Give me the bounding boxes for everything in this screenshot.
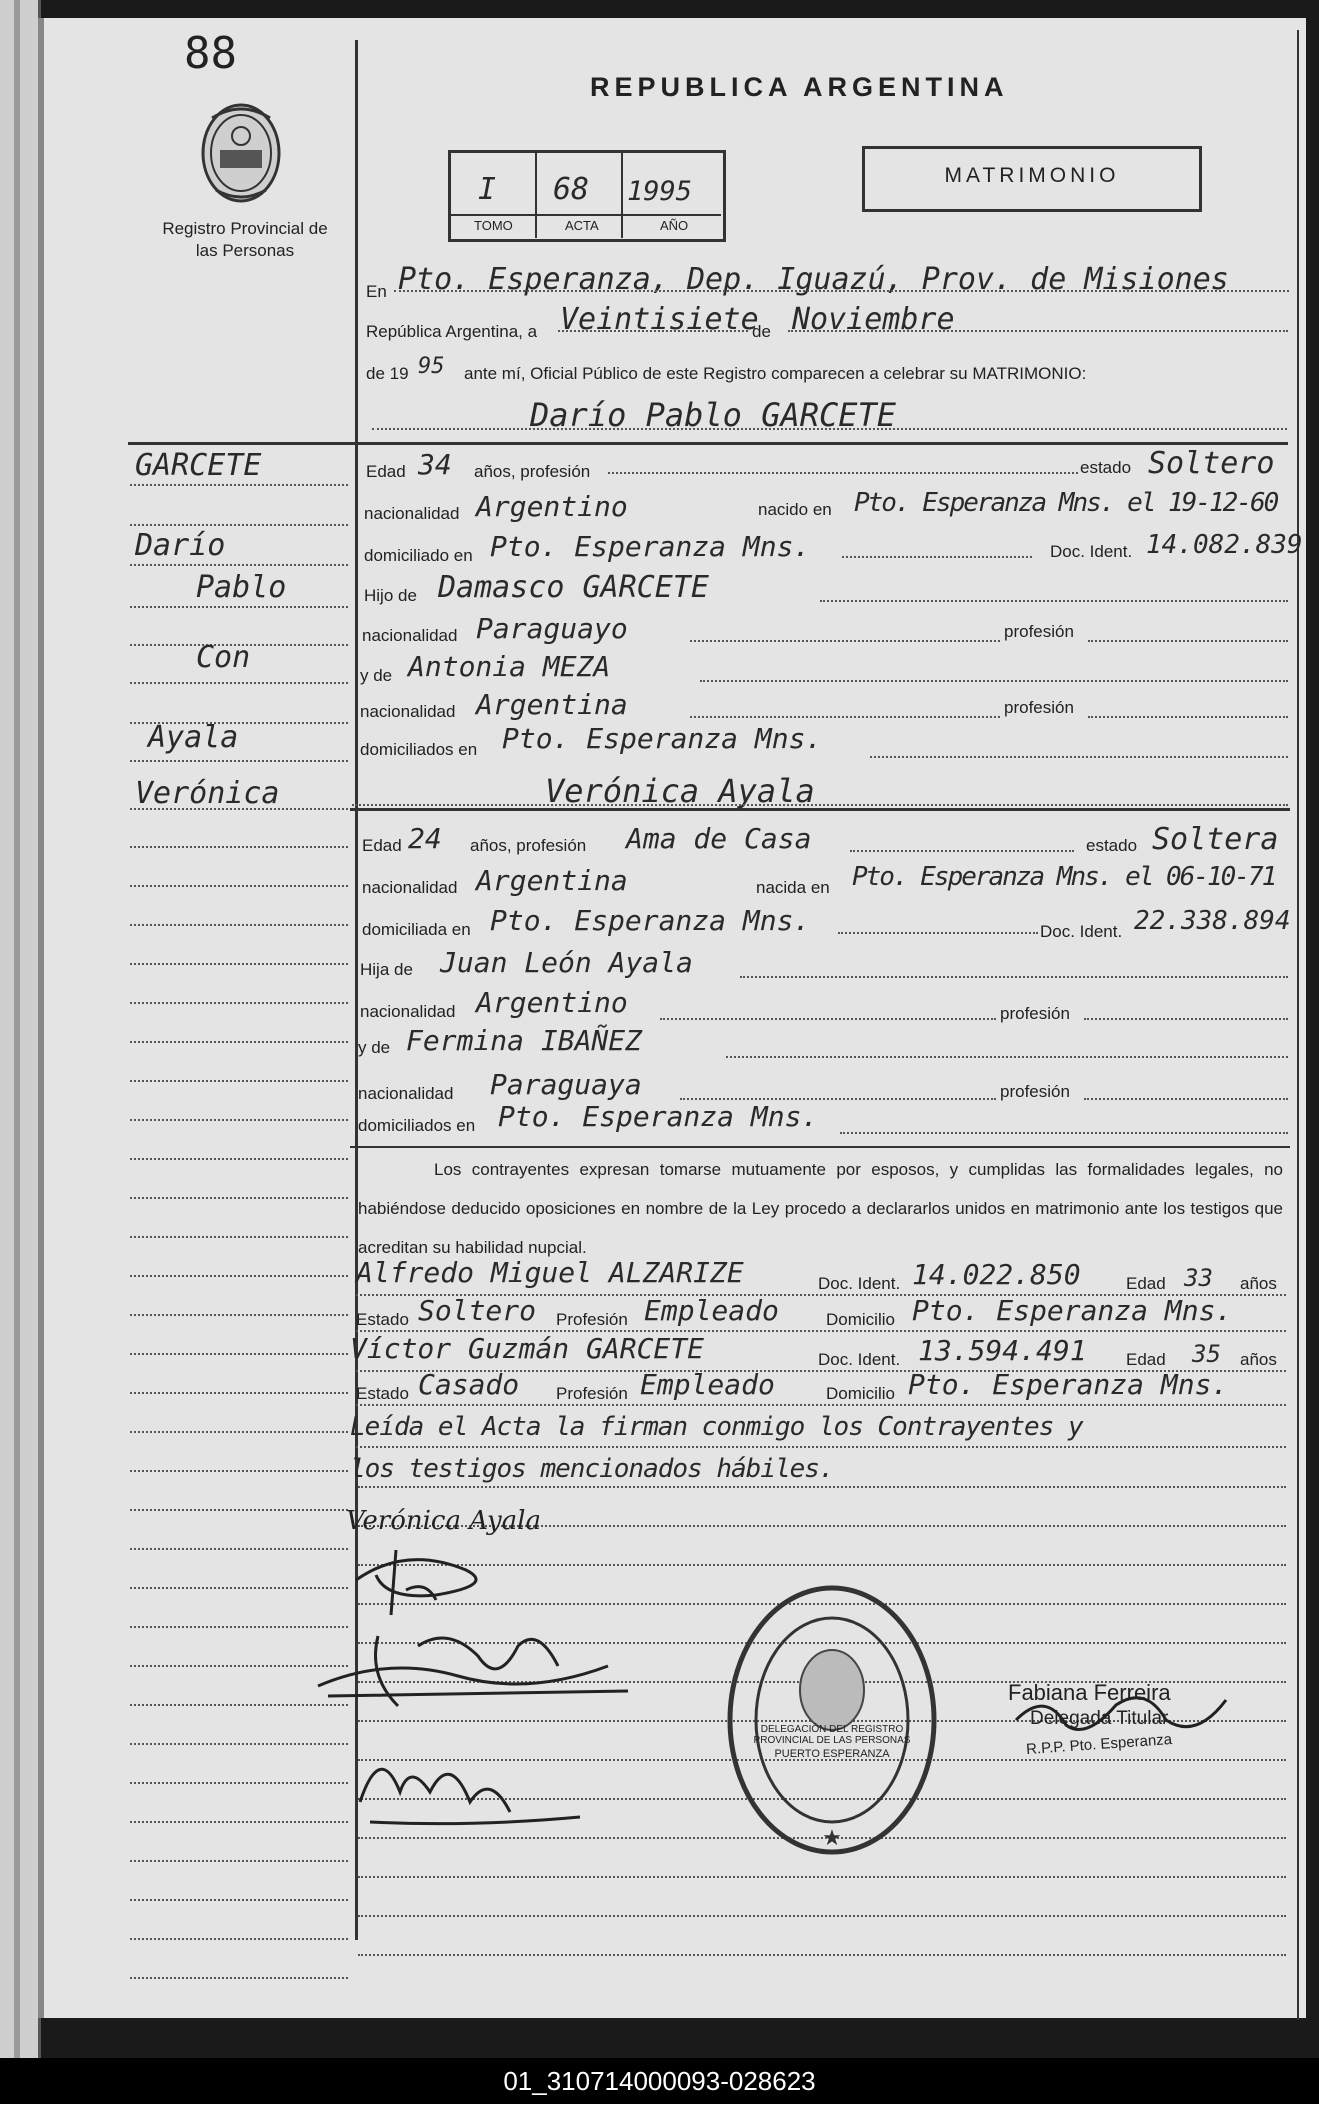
signature-witness1 [350, 1732, 590, 1837]
bride-estado: Soltera [1152, 822, 1279, 857]
republica-label: República Argentina, a [366, 322, 538, 341]
year-suffix: 95 [418, 354, 445, 379]
tomo-label: TOMO [474, 218, 513, 233]
fill-line [690, 640, 1000, 642]
bride-mother-prof-label: profesión [1000, 1082, 1070, 1101]
fill-line [1088, 640, 1288, 642]
fill-line [788, 330, 1288, 332]
witness2-estado: Casado [418, 1368, 520, 1401]
witness1-doc-label: Doc. Ident. [818, 1274, 901, 1293]
margin-line [130, 1977, 348, 1979]
registry-name: Registro Provincial de las Personas [162, 219, 328, 260]
svg-text:★: ★ [822, 1825, 842, 1850]
fill-line [358, 1954, 1286, 1956]
margin-line [130, 1041, 348, 1043]
margin-line [130, 1275, 348, 1277]
acta-label: ACTA [565, 218, 599, 233]
groom-doc-label: Doc. Ident. [1050, 542, 1133, 561]
margin-line [130, 885, 348, 887]
bride-age: 24 [408, 822, 442, 855]
bride-father: Juan León Ayala [440, 946, 693, 979]
acta-value: 68 [553, 172, 590, 207]
anio-value: 1995 [627, 176, 693, 207]
fill-line [726, 1056, 1288, 1058]
fill-line [820, 600, 1288, 602]
margin-line [130, 846, 348, 848]
fill-line [394, 290, 1289, 292]
fill-line [358, 1876, 1286, 1878]
bride-hija-label: Hija de [360, 960, 413, 979]
bride-nac-label: nacionalidad [362, 878, 458, 897]
groom-nationality: Argentino [476, 490, 628, 523]
witness2-estado-label: Estado [356, 1384, 409, 1403]
witness2-prof-label: Profesión [556, 1384, 628, 1403]
day-value: Veintisiete [560, 302, 759, 337]
book-binding [0, 0, 41, 2060]
witness2-age: 35 [1192, 1340, 1221, 1368]
year-prefix: de 19 [366, 364, 409, 383]
witness1-dom-label: Domicilio [826, 1310, 895, 1329]
declaration-text: Los contrayentes expresan tomarse mutuamente por esposos, y cumplidas las formalidades legales, no habiéndose deducido oposiciones en nombre de la Ley procedo a declararlos unidos en matrimonio ante los testigos que acreditan su habilidad nupcial. [358, 1160, 1283, 1257]
margin-line [130, 1353, 348, 1355]
witness1-estado: Soltero [418, 1294, 537, 1327]
groom-dom-label: domiciliado en [364, 546, 473, 565]
groom-estado-label: estado [1080, 458, 1132, 477]
witness2-dom-label: Domicilio [826, 1384, 895, 1403]
bride-nationality: Argentina [476, 864, 628, 897]
margin-line [130, 1860, 348, 1862]
witness2-anos: años [1240, 1350, 1277, 1369]
coat-of-arms-icon [198, 98, 284, 213]
signature-bride: Verónica Ayala [346, 1506, 541, 1536]
groom-father: Damasco GARCETE [438, 570, 709, 605]
fill-line [558, 330, 748, 332]
fill-line [690, 716, 1000, 718]
de-label: de [752, 322, 771, 341]
groom-nacido-label: nacido en [758, 500, 832, 519]
tomo-value: I [478, 172, 497, 207]
fill-line [700, 680, 1288, 682]
fill-line [840, 1132, 1288, 1134]
bride-doc: 22.338.894 [1134, 906, 1291, 936]
fill-line [870, 756, 1288, 758]
country-title: REPUBLICA ARGENTINA [590, 72, 1009, 102]
fill-line [358, 1486, 1286, 1488]
official-office: R.P.P. Pto. Esperanza [1025, 1730, 1173, 1759]
record-box-divider [621, 152, 623, 238]
fill-line [372, 428, 1287, 430]
bride-profesion-label: años, profesión [470, 836, 587, 855]
stamp-text: DELEGACIÓN DEL REGISTRO PROVINCIAL DE LAS PERSONAS [753, 1724, 911, 1746]
margin-line [130, 1119, 348, 1121]
witness2-edad-label: Edad [1126, 1350, 1166, 1369]
witness2-profession: Empleado [640, 1368, 775, 1401]
fill-line [1084, 1018, 1288, 1020]
groom-hijo-label: Hijo de [364, 586, 417, 605]
witness1-estado-label: Estado [356, 1310, 409, 1329]
margin-line [130, 682, 348, 684]
section-divider-groom-bride [350, 808, 1290, 811]
page-number: 88 [184, 28, 237, 79]
witness1-domicile: Pto. Esperanza Mns. [912, 1294, 1233, 1327]
margin-line [130, 606, 348, 608]
month-value: Noviembre [792, 302, 955, 337]
bride-dom-label: domiciliada en [362, 920, 471, 939]
fill-line [838, 932, 1038, 934]
fill-line [352, 804, 1288, 806]
official-name: Fabiana Ferreira [1008, 1680, 1171, 1705]
groom-nac-label: nacionalidad [364, 504, 460, 523]
official-title: Delegada Titular [1030, 1708, 1169, 1729]
record-box-divider [535, 152, 537, 238]
groom-age: 34 [418, 448, 452, 481]
margin-line [130, 1509, 348, 1511]
groom-estado: Soltero [1148, 446, 1275, 481]
fill-line [608, 472, 1078, 474]
margin-line [130, 1548, 348, 1550]
margin-line [130, 1431, 348, 1433]
signature-groom [346, 1540, 506, 1625]
fill-line [356, 1446, 1286, 1448]
groom-profesion-label: años, profesión [474, 462, 591, 481]
margin-groom-name2: Pablo [196, 570, 287, 605]
bride-nacida-label: nacida en [756, 878, 830, 897]
margin-bride-surname: Ayala [148, 720, 239, 755]
groom-father-prof-label: profesión [1004, 622, 1074, 641]
witness2-domicile: Pto. Esperanza Mns. [908, 1368, 1229, 1401]
witness2-doc-label: Doc. Ident. [818, 1350, 901, 1369]
margin-line [130, 1743, 348, 1745]
margin-line [130, 1314, 348, 1316]
margin-line [130, 1197, 348, 1199]
witness1-edad-label: Edad [1126, 1274, 1166, 1293]
bride-edad-label: Edad [362, 836, 402, 855]
bride-estado-label: estado [1086, 836, 1138, 855]
fill-line [356, 1404, 1286, 1406]
groom-birth: Pto. Esperanza Mns. el 19-12-60 [854, 488, 1278, 518]
place-value: Pto. Esperanza, Dep. Iguazú, Prov. de Misiones [398, 262, 1229, 297]
groom-mother-nat-label: nacionalidad [360, 702, 456, 721]
margin-line [130, 1587, 348, 1589]
section-divider-top [128, 442, 1288, 445]
margin-groom-surname: GARCETE [135, 448, 262, 483]
groom-domicile: Pto. Esperanza Mns. [490, 530, 811, 563]
margin-line [130, 1392, 348, 1394]
margin-line [130, 1470, 348, 1472]
bride-father-nat-label: nacionalidad [360, 1002, 456, 1021]
margin-line [130, 1002, 348, 1004]
official-stamp-icon [722, 1580, 942, 1865]
bride-father-nat: Argentino [476, 986, 628, 1019]
bride-mother-nat-label: nacionalidad [358, 1084, 454, 1103]
witness1-anos: años [1240, 1274, 1277, 1293]
margin-line [130, 760, 348, 762]
margin-con: Con [196, 640, 251, 675]
witness1-name: Alfredo Miguel ALZARIZE [356, 1256, 744, 1289]
margin-line [130, 1821, 348, 1823]
groom-mother: Antonia MEZA [408, 650, 611, 683]
fill-line [842, 556, 1032, 558]
bride-full-name: Verónica Ayala [545, 772, 815, 810]
margin-line [130, 1158, 348, 1160]
margin-line [130, 963, 348, 965]
fill-line [850, 850, 1074, 852]
margin-line [130, 1080, 348, 1082]
margin-line [130, 1236, 348, 1238]
bride-birth: Pto. Esperanza Mns. el 06-10-71 [852, 862, 1276, 892]
anio-label: AÑO [660, 218, 689, 233]
groom-full-name: Darío Pablo GARCETE [530, 396, 897, 434]
bride-doms-label: domiciliados en [358, 1116, 476, 1135]
margin-groom-name1: Darío [135, 528, 226, 563]
groom-doms-label: domiciliados en [360, 740, 478, 759]
groom-father-nat-label: nacionalidad [362, 626, 458, 645]
margin-line [130, 1899, 348, 1901]
bride-yde-label: y de [358, 1038, 391, 1057]
bride-mother-nat: Paraguaya [490, 1068, 642, 1101]
margin-line [130, 924, 348, 926]
groom-father-nat: Paraguayo [476, 612, 628, 645]
margin-line [130, 808, 348, 810]
en-label: En [366, 282, 387, 301]
bride-domicile: Pto. Esperanza Mns. [490, 904, 811, 937]
margin-bride-name: Verónica [135, 776, 280, 811]
fill-line [358, 1915, 1286, 1917]
record-box-divider [451, 214, 721, 216]
margin-line [130, 484, 348, 486]
stamp-place: PUERTO ESPERANZA [774, 1748, 890, 1760]
right-border [1297, 30, 1299, 2020]
margin-line [130, 1782, 348, 1784]
groom-doc: 14.082.839 [1146, 530, 1303, 560]
witness1-prof-label: Profesión [556, 1310, 628, 1329]
image-id: 01_310714000093-028623 [0, 2058, 1319, 2104]
bride-father-prof-label: profesión [1000, 1004, 1070, 1023]
statement: ante mí, Oficial Público de este Registro comparecen a celebrar su MATRIMONIO: [464, 364, 1087, 383]
fill-line [660, 1018, 996, 1020]
groom-mother-nat: Argentina [476, 688, 628, 721]
signature-witness2 [308, 1616, 648, 1731]
witness2-doc: 13.594.491 [918, 1334, 1087, 1367]
record-type: MATRIMONIO [944, 164, 1120, 187]
fill-line [1088, 716, 1288, 718]
fill-line [740, 976, 1288, 978]
witness1-age: 33 [1184, 1264, 1213, 1292]
bride-mother: Fermina IBAÑEZ [406, 1024, 643, 1057]
groom-yde-label: y de [360, 666, 393, 685]
closing-line-1: Leída el Acta la firman conmigo los Contrayentes y [350, 1412, 1083, 1442]
witness1-doc: 14.022.850 [912, 1258, 1081, 1291]
bride-doc-label: Doc. Ident. [1040, 922, 1123, 941]
margin-line [130, 524, 348, 526]
bride-profession: Ama de Casa [626, 822, 812, 855]
margin-line [130, 564, 348, 566]
closing-line-2: los testigos mencionados hábiles. [350, 1454, 834, 1484]
groom-edad-label: Edad [366, 462, 406, 481]
section-divider-declaration [350, 1146, 1290, 1148]
witness2-name: Víctor Guzmán GARCETE [350, 1332, 705, 1365]
bride-parents-domicile: Pto. Esperanza Mns. [498, 1100, 819, 1133]
groom-mother-prof-label: profesión [1004, 698, 1074, 717]
margin-line [130, 1938, 348, 1940]
fill-line [1084, 1098, 1288, 1100]
witness1-profession: Empleado [644, 1294, 779, 1327]
groom-parents-domicile: Pto. Esperanza Mns. [502, 722, 823, 755]
